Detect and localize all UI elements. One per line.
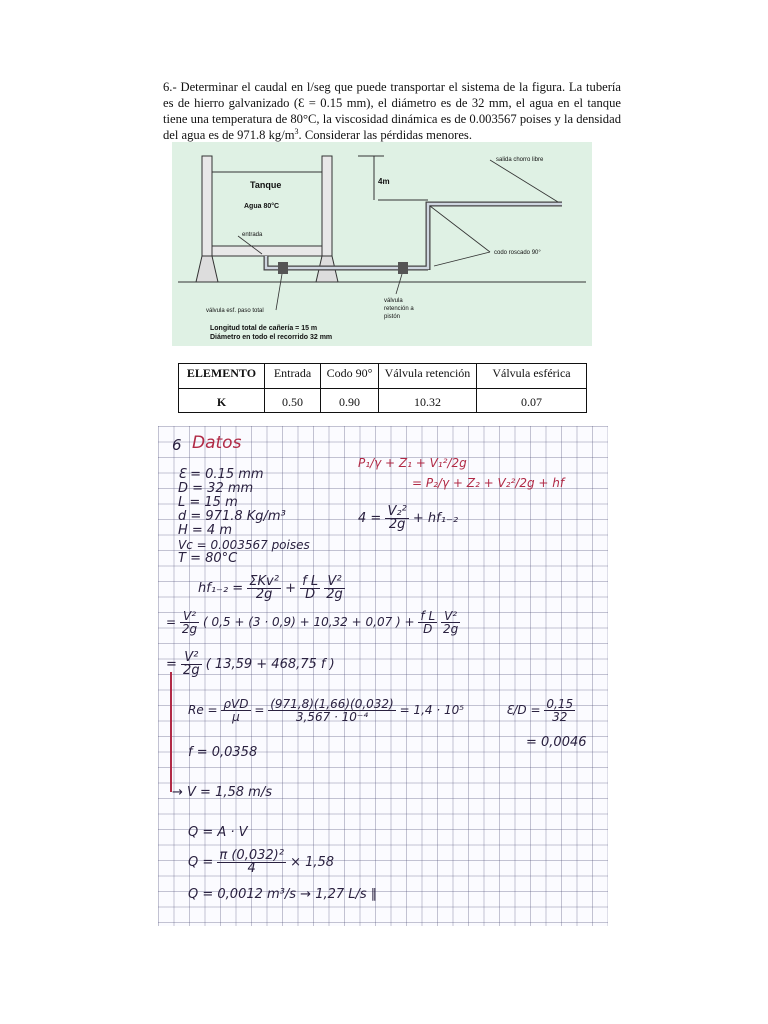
data-length: L = 15 m (178, 495, 238, 510)
reynolds-equation (188, 698, 464, 723)
problem-statement (163, 79, 621, 143)
exp-den-2: D (423, 622, 433, 636)
problem-number: 6.- (163, 80, 181, 94)
exp-den: 2g (181, 622, 198, 636)
data-viscosity: Vc = 0.003567 poises (178, 538, 310, 552)
tank-left-leg (196, 256, 218, 282)
sum-fraction (181, 652, 202, 677)
exp-num-3: V² (441, 610, 460, 623)
k-values-table (178, 363, 587, 413)
handwritten-solution (158, 426, 608, 926)
check-valve (398, 262, 408, 274)
exp-den-3: 2g (442, 622, 459, 636)
eq4-fraction (385, 506, 408, 531)
problem-exponent: 3 (294, 126, 299, 136)
tank-bottom (212, 246, 322, 256)
hf-den-3: 2g (326, 587, 343, 602)
problem-text: Determinar el caudal en l/seg que puede transportar el sistema de la figura. La tubería es de hierro galvanizado (Ɛ = 0.15 mm), el diámetro es de 32 mm, el agua en el tanque tiene una temperatura de 80°C, la viscosidad dinámica es de 0.003567 poises y la densidad del agua es de 971.8 kg/m (163, 80, 621, 142)
ed-fraction (544, 698, 575, 723)
eq4-lhs: 4 = (358, 511, 382, 526)
table-cell: 0.50 (265, 389, 321, 413)
label-codo: codo roscado 90° (494, 250, 541, 256)
exp-fraction-2 (418, 610, 437, 635)
re-eq: = (254, 703, 265, 717)
label-entrada: entrada (242, 232, 263, 238)
sum-num: V² (181, 652, 202, 665)
ed-lhs: Ɛ/D = (506, 703, 541, 717)
pipe-riser (428, 204, 562, 270)
table-cell: K (179, 389, 265, 413)
table-header-row (179, 364, 587, 389)
exp-fraction (180, 610, 199, 635)
eq4-rhs: + hf₁₋₂ (412, 511, 459, 526)
exp-fraction-3 (441, 610, 460, 635)
exp-num: V² (180, 610, 199, 623)
leader-codo (430, 206, 490, 252)
hf-fraction-3 (324, 576, 345, 601)
q2-rhs: × 1,58 (290, 855, 335, 870)
re-den: μ (232, 710, 240, 724)
table-row (179, 389, 587, 413)
notes-number: 6 (172, 436, 182, 454)
table-header-cell: Codo 90° (321, 364, 379, 389)
leader-salida (490, 160, 558, 202)
data-diameter: D = 32 mm (178, 481, 254, 496)
pipe-inner (266, 204, 562, 268)
re-lhs: Re = (188, 703, 218, 717)
bernoulli-rhs: = P₂/γ + Z₂ + V₂²/2g + hf (412, 476, 565, 490)
leader-retencion (396, 274, 402, 294)
velocity-result: → V = 1,58 m/s (172, 785, 272, 800)
ed-den: 32 (552, 710, 568, 724)
flow-equation: Q = A · V (188, 825, 248, 840)
hf-den-2: D (305, 587, 316, 602)
system-diagram (172, 142, 592, 346)
friction-factor: f = 0,0358 (188, 745, 258, 760)
headloss-equation (198, 576, 345, 601)
data-epsilon: Ɛ = 0.15 mm (178, 467, 264, 482)
hf-fraction-2 (300, 576, 320, 601)
label-diametro: Diámetro en todo el recorrido 32 mm (210, 334, 333, 341)
table-cell: 0.07 (477, 389, 587, 413)
table-header-cell: ELEMENTO (179, 364, 265, 389)
sum-eq: = (166, 657, 177, 672)
ed-num: 0,15 (546, 697, 574, 711)
table-cell: 0.90 (321, 389, 379, 413)
exp-body: ( 0,5 + (3 · 0,9) + 10,32 + 0,07 ) + (202, 615, 415, 629)
data-temperature: T = 80°C (178, 551, 238, 566)
flow-result: Q = 0,0012 m³/s → 1,27 L/s ∥ (188, 887, 378, 902)
table-header-cell: Válvula retención (379, 364, 477, 389)
sum-equation (166, 652, 335, 677)
iteration-bracket (170, 672, 172, 792)
table-header-cell: Entrada (265, 364, 321, 389)
q2-den: 4 (247, 861, 256, 876)
re-fraction-2 (268, 698, 396, 723)
label-height: 4m (378, 177, 390, 186)
sum-den: 2g (183, 663, 200, 678)
eq4-num: V₂² (387, 504, 407, 519)
energy-equation (358, 506, 458, 531)
re-result: = 1,4 · 10⁵ (399, 703, 465, 717)
q2-lhs: Q = (188, 855, 214, 870)
hf-fraction (247, 576, 281, 601)
exp-eq: = (166, 615, 177, 629)
eq4-den: 2g (388, 517, 406, 532)
problem-text-end: . Considerar las pérdidas menores. (298, 128, 472, 142)
label-longitud: Longitud total de cañería = 15 m (210, 325, 318, 332)
hf-num: ΣKv² (249, 574, 279, 589)
relative-roughness (506, 698, 575, 723)
data-density: d = 971.8 Kg/m³ (178, 509, 286, 524)
leader-codo-2 (434, 252, 490, 266)
ball-valve (278, 262, 288, 274)
re-num-2: (971,8)(1,66)(0,032) (270, 697, 394, 711)
hf-plus: + (285, 581, 296, 596)
label-valvula-esferica: válvula esf. paso total (206, 308, 264, 314)
hf-den: 2g (255, 587, 273, 602)
table-header-cell: Válvula esférica (477, 364, 587, 389)
sum-body: ( 13,59 + 468,75 f ) (205, 657, 335, 672)
hf-num-2: f L (302, 574, 319, 589)
label-salida: salida chorro libre (496, 157, 544, 163)
label-tank-title: Tanque (250, 180, 282, 190)
flow-substitution (188, 850, 334, 875)
data-height: H = 4 m (178, 523, 232, 538)
bernoulli-lhs: P₁/γ + Z₁ + V₁²/2g (358, 456, 467, 470)
table-cell: 10.32 (379, 389, 477, 413)
expansion-equation (166, 610, 460, 635)
label-tank-sub: Agua 80°C (244, 203, 280, 210)
re-num: ρVD (223, 697, 249, 711)
hf-num-3: V² (324, 576, 345, 589)
leader-esferica (276, 274, 282, 310)
re-fraction (221, 698, 250, 723)
hf-lhs: hf₁₋₂ = (198, 581, 244, 596)
system-figure (172, 142, 592, 346)
label-valvula-retencion-3: pistón (384, 314, 401, 320)
exp-num-2: f L (420, 609, 436, 623)
notes-heading: Datos (192, 433, 242, 453)
label-valvula-retencion-1: válvula (384, 298, 403, 304)
q2-num: π (0,032)² (219, 848, 284, 863)
re-den-2: 3,567 · 10⁻⁴ (295, 710, 369, 724)
label-valvula-retencion-2: retención a (384, 306, 414, 312)
relative-roughness-result: = 0,0046 (526, 735, 587, 750)
q2-fraction (217, 850, 286, 875)
